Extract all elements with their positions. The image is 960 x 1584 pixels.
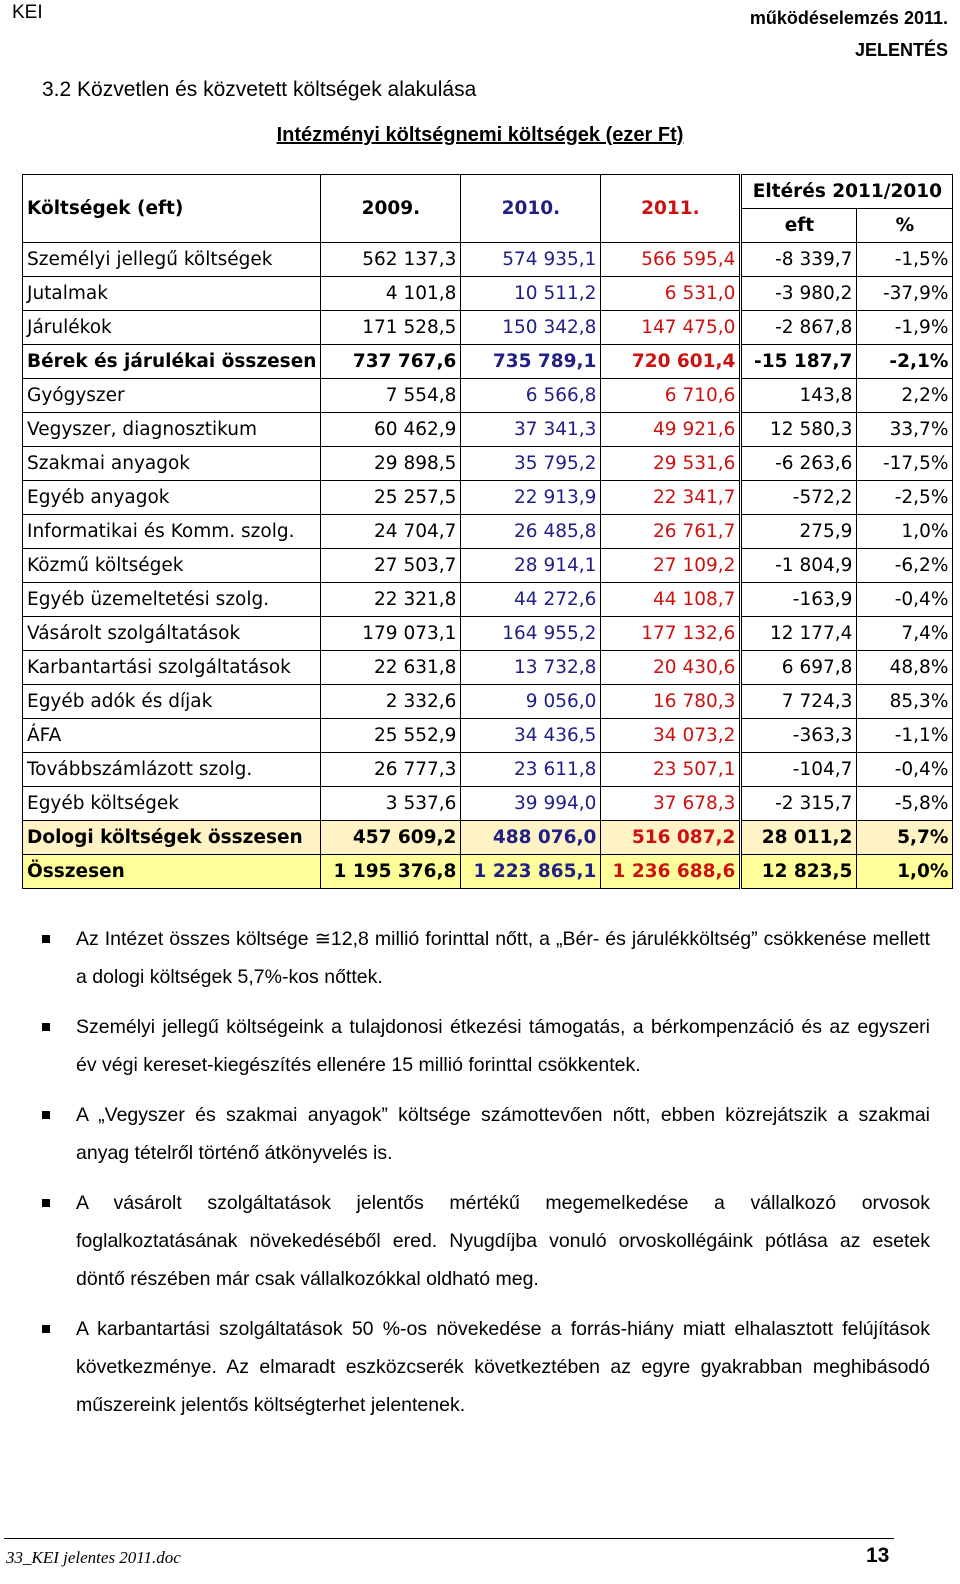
- cell-diff-eft: 28 011,2: [741, 821, 857, 855]
- cell-diff-eft: -2 315,7: [741, 787, 857, 821]
- table-title-text: Intézményi költségnemi költségek (ezer Ft): [276, 124, 684, 146]
- cell-diff-eft: 12 823,5: [741, 855, 857, 889]
- cell-2009: 27 503,7: [321, 549, 461, 583]
- cell-2010: 26 485,8: [461, 515, 601, 549]
- cell-2011: 20 430,6: [601, 651, 741, 685]
- cell-2010: 164 955,2: [461, 617, 601, 651]
- cell-diff-eft: -572,2: [741, 481, 857, 515]
- header-2010: 2010.: [461, 175, 601, 243]
- bullet-list: [42, 920, 930, 1436]
- bullet-marker: [42, 1325, 50, 1333]
- cell-2009: 1 195 376,8: [321, 855, 461, 889]
- cell-2010: 35 795,2: [461, 447, 601, 481]
- cell-diff-pct: -6,2%: [857, 549, 953, 583]
- cell-2010: 6 566,8: [461, 379, 601, 413]
- table-title: [0, 124, 960, 147]
- cell-2009: 457 609,2: [321, 821, 461, 855]
- cell-2010: 44 272,6: [461, 583, 601, 617]
- cell-2009: 4 101,8: [321, 277, 461, 311]
- cell-2009: 25 552,9: [321, 719, 461, 753]
- cell-diff-eft: 7 724,3: [741, 685, 857, 719]
- row-label: Bérek és járulékai összesen: [23, 345, 321, 379]
- table-row: [23, 345, 953, 379]
- cell-diff-eft: -15 187,7: [741, 345, 857, 379]
- header-label: Költségek (eft): [23, 175, 321, 243]
- table-row: [23, 583, 953, 617]
- cell-diff-pct: 2,2%: [857, 379, 953, 413]
- cell-2009: 737 767,6: [321, 345, 461, 379]
- cell-2011: 147 475,0: [601, 311, 741, 345]
- row-label: Karbantartási szolgáltatások: [23, 651, 321, 685]
- bullet-text: Személyi jellegű költségeink a tulajdonosi étkezési támogatás, a bérkompenzáció és az egyszeri év végi kereset-kiegészítés ellenére 15 millió forinttal csökkentek.: [76, 1016, 930, 1076]
- cell-diff-pct: 1,0%: [857, 515, 953, 549]
- cell-2011: 6 710,6: [601, 379, 741, 413]
- row-label: Közmű költségek: [23, 549, 321, 583]
- cell-2010: 150 342,8: [461, 311, 601, 345]
- table-row: [23, 719, 953, 753]
- cell-diff-eft: 6 697,8: [741, 651, 857, 685]
- header-right: [750, 2, 948, 66]
- footer-filename: 33_KEI jelentes 2011.doc: [6, 1548, 181, 1567]
- bullet-item: [42, 920, 930, 996]
- cell-2011: 516 087,2: [601, 821, 741, 855]
- cell-2011: 29 531,6: [601, 447, 741, 481]
- cell-2009: 7 554,8: [321, 379, 461, 413]
- cell-2010: 13 732,8: [461, 651, 601, 685]
- cell-2011: 6 531,0: [601, 277, 741, 311]
- cell-2009: 60 462,9: [321, 413, 461, 447]
- cell-2010: 28 914,1: [461, 549, 601, 583]
- cell-diff-eft: -6 263,6: [741, 447, 857, 481]
- cell-diff-eft: -3 980,2: [741, 277, 857, 311]
- table-row: [23, 821, 953, 855]
- cell-2010: 10 511,2: [461, 277, 601, 311]
- cell-diff-pct: 1,0%: [857, 855, 953, 889]
- cell-diff-eft: 275,9: [741, 515, 857, 549]
- cell-diff-eft: -363,3: [741, 719, 857, 753]
- table-row: [23, 311, 953, 345]
- cell-diff-eft: -1 804,9: [741, 549, 857, 583]
- bullet-marker: [42, 1111, 50, 1119]
- cell-diff-pct: -2,1%: [857, 345, 953, 379]
- bullet-item: [42, 1008, 930, 1084]
- header-report-title: működéselemzés 2011.: [749, 8, 948, 28]
- cell-2010: 574 935,1: [461, 243, 601, 277]
- row-label: Dologi költségek összesen: [23, 821, 321, 855]
- cell-2011: 44 108,7: [601, 583, 741, 617]
- cell-diff-eft: 12 580,3: [741, 413, 857, 447]
- table-row: [23, 277, 953, 311]
- bullet-item: [42, 1184, 930, 1298]
- cell-diff-pct: -37,9%: [857, 277, 953, 311]
- cost-table: [22, 174, 953, 889]
- cell-2010: 488 076,0: [461, 821, 601, 855]
- row-label: Egyéb anyagok: [23, 481, 321, 515]
- cell-2010: 23 611,8: [461, 753, 601, 787]
- cell-2010: 22 913,9: [461, 481, 601, 515]
- cell-2010: 9 056,0: [461, 685, 601, 719]
- cell-2011: 566 595,4: [601, 243, 741, 277]
- cell-diff-pct: 48,8%: [857, 651, 953, 685]
- row-label: Személyi jellegű költségek: [23, 243, 321, 277]
- cell-2010: 1 223 865,1: [461, 855, 601, 889]
- cell-diff-pct: 33,7%: [857, 413, 953, 447]
- header-left: KEI: [12, 2, 43, 23]
- cell-diff-pct: -2,5%: [857, 481, 953, 515]
- header-report-subtitle: JELENTÉS: [854, 40, 948, 60]
- row-label: Vegyszer, diagnosztikum: [23, 413, 321, 447]
- cell-2010: 34 436,5: [461, 719, 601, 753]
- bullet-text: A vásárolt szolgáltatások jelentős mértékű megemelkedése a vállalkozó orvosok foglalkoztatásának növekedéséből ered. Nyugdíjba vonuló orvoskollégáink pótlása az esetek döntő részében már csak vállalkozókkal oldható meg.: [76, 1192, 930, 1290]
- table-row: [23, 855, 953, 889]
- table-row: [23, 549, 953, 583]
- row-label: Szakmai anyagok: [23, 447, 321, 481]
- row-label: Egyéb üzemeltetési szolg.: [23, 583, 321, 617]
- cell-diff-eft: 143,8: [741, 379, 857, 413]
- table-row: [23, 651, 953, 685]
- table-row: [23, 481, 953, 515]
- cell-diff-pct: 85,3%: [857, 685, 953, 719]
- cell-2009: 562 137,3: [321, 243, 461, 277]
- table-row: [23, 787, 953, 821]
- cell-2011: 26 761,7: [601, 515, 741, 549]
- cell-2009: 24 704,7: [321, 515, 461, 549]
- cell-diff-pct: -17,5%: [857, 447, 953, 481]
- table-row: [23, 379, 953, 413]
- cell-2009: 179 073,1: [321, 617, 461, 651]
- footer-divider: [4, 1538, 894, 1539]
- bullet-text-end: 12,8 millió forinttal nőtt, a „Bér- és járulékköltség” csökkenése mellett a dologi költségek 5,7%-kos nőttek.: [76, 928, 930, 988]
- cell-diff-pct: -0,4%: [857, 583, 953, 617]
- cell-2009: 25 257,5: [321, 481, 461, 515]
- cell-2009: 22 321,8: [321, 583, 461, 617]
- approx-equal-symbol: ≅: [314, 928, 331, 950]
- cell-2009: 171 528,5: [321, 311, 461, 345]
- cell-2011: 16 780,3: [601, 685, 741, 719]
- cell-diff-pct: 7,4%: [857, 617, 953, 651]
- cell-diff-eft: -163,9: [741, 583, 857, 617]
- table-row: [23, 617, 953, 651]
- table-row: [23, 447, 953, 481]
- bullet-marker: [42, 1023, 50, 1031]
- bullet-marker: [42, 935, 50, 943]
- cell-diff-eft: -104,7: [741, 753, 857, 787]
- section-title: 3.2 Közvetlen és közvetett költségek alakulása: [42, 78, 477, 101]
- cell-2011: 49 921,6: [601, 413, 741, 447]
- bullet-text: A karbantartási szolgáltatások 50 %-os növekedése a forrás-hiány miatt elhalasztott felújítások következménye. Az elmaradt eszközcserék következtében az egyre gyakrabban meghibásodó műszereink jelentős költségterhet jelentenek.: [76, 1318, 930, 1416]
- cell-2010: 39 994,0: [461, 787, 601, 821]
- bullet-text-start: Az Intézet összes költsége: [76, 928, 315, 950]
- bullet-marker: [42, 1199, 50, 1207]
- row-label: Informatikai és Komm. szolg.: [23, 515, 321, 549]
- row-label: Gyógyszer: [23, 379, 321, 413]
- header-2009: 2009.: [321, 175, 461, 243]
- header-2011: 2011.: [601, 175, 741, 243]
- cell-2011: 34 073,2: [601, 719, 741, 753]
- cell-2010: 735 789,1: [461, 345, 601, 379]
- row-label: Összesen: [23, 855, 321, 889]
- cell-2009: 22 631,8: [321, 651, 461, 685]
- cell-2011: 177 132,6: [601, 617, 741, 651]
- row-label: Vásárolt szolgáltatások: [23, 617, 321, 651]
- row-label: Járulékok: [23, 311, 321, 345]
- cell-2011: 1 236 688,6: [601, 855, 741, 889]
- cell-diff-eft: 12 177,4: [741, 617, 857, 651]
- cell-diff-pct: -0,4%: [857, 753, 953, 787]
- cell-diff-eft: -2 867,8: [741, 311, 857, 345]
- cell-2011: 27 109,2: [601, 549, 741, 583]
- cell-diff-eft: -8 339,7: [741, 243, 857, 277]
- cell-diff-pct: 5,7%: [857, 821, 953, 855]
- cell-diff-pct: -1,5%: [857, 243, 953, 277]
- cell-diff-pct: -5,8%: [857, 787, 953, 821]
- cell-2009: 2 332,6: [321, 685, 461, 719]
- table-row: [23, 413, 953, 447]
- header-diff-eft: eft: [741, 209, 857, 243]
- bullet-item: [42, 1096, 930, 1172]
- row-label: Továbbszámlázott szolg.: [23, 753, 321, 787]
- cell-diff-pct: -1,9%: [857, 311, 953, 345]
- bullet-item: [42, 1310, 930, 1424]
- header-diff: Eltérés 2011/2010: [741, 175, 953, 209]
- row-label: ÁFA: [23, 719, 321, 753]
- header-diff-pct: %: [857, 209, 953, 243]
- cell-2009: 3 537,6: [321, 787, 461, 821]
- table-row: [23, 753, 953, 787]
- cell-2011: 23 507,1: [601, 753, 741, 787]
- table-row: [23, 685, 953, 719]
- cell-diff-pct: -1,1%: [857, 719, 953, 753]
- cell-2011: 22 341,7: [601, 481, 741, 515]
- table-row: [23, 515, 953, 549]
- cell-2010: 37 341,3: [461, 413, 601, 447]
- bullet-text: A „Vegyszer és szakmai anyagok” költsége számottevően nőtt, ebben közrejátszik a szakmai anyag tételről történő átkönyvelés is.: [76, 1104, 930, 1164]
- row-label: Egyéb költségek: [23, 787, 321, 821]
- cell-2011: 720 601,4: [601, 345, 741, 379]
- cell-2009: 26 777,3: [321, 753, 461, 787]
- page-number: 13: [866, 1544, 890, 1567]
- cell-2009: 29 898,5: [321, 447, 461, 481]
- table-row: [23, 243, 953, 277]
- row-label: Egyéb adók és díjak: [23, 685, 321, 719]
- row-label: Jutalmak: [23, 277, 321, 311]
- cell-2011: 37 678,3: [601, 787, 741, 821]
